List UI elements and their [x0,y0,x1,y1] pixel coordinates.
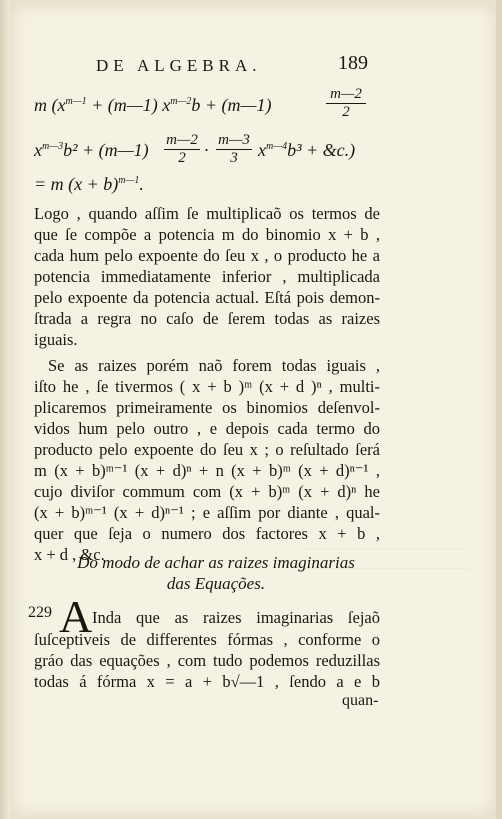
fraction-3: $\frac{m—3}{3}$ [216,132,252,167]
equation-line-2-end: $x^{m—4}b^3$ + &c.) [258,140,356,160]
running-title: DE ALGEBRA. [96,56,262,75]
paragraph-2-line-7: cujo diviſor commum com (x + b)ᵐ (x + d)ⁿ he [34,482,380,501]
paragraph-1-line-2: que ſe compõe a potencia m do binomio x + b , [34,225,380,244]
paragraph-2-line-3: plicaremos primeiramente os binomios deſenvol- [34,398,380,417]
equation-line-3: = m $(x + b)^{m—1}$. [34,174,144,194]
section-number: 229 [28,604,52,621]
paragraph-2-line-9: quer que ſeja o numero dos factores x + b , [34,524,380,543]
bleed-through: ————————————— [300,540,469,555]
paragraph-1-line-3: cada hum pelo expoente do ſeu x , o producto he a [34,246,380,265]
paragraph-3-line-3: gráo das equações , com tudo podemos reduzillas [34,651,380,670]
page-edge-right [496,0,502,819]
paragraph-3-line-1: Inda que as raizes imaginarias ſejaõ [92,608,380,627]
paragraph-2-line-8: (x + b)ᵐ⁻¹ (x + d)ⁿ⁻¹ ; e aſſim por diante , qual- [34,503,380,522]
paragraph-1-line-6: ſtrada a regra no caſo de ſerem todas as raizes [34,309,380,328]
fraction-2: $\frac{m—2}{2}$ [164,132,200,167]
page-edge-left [0,0,10,819]
paragraph-3-line-2: ſuſceptiveis de differentes fórmas , conforme o [34,630,380,649]
paragraph-3-line-4: todas á fórma x = a + b√—1 , ſendo a e b [34,672,380,691]
section-heading-line-1: Do modo de achar as raizes imaginarias [77,553,355,572]
fraction-1: $\frac{m—2}{2}$ [326,86,366,121]
drop-cap: A [59,591,93,642]
paragraph-1-line-4: potencia immediatamente inferior , multiplicada [34,267,380,286]
equation-line-2: $x^{m—3}b^2$ + (m—1) [34,140,149,160]
page-number: 189 [338,52,368,74]
paragraph-1-line-7: iguais. [34,330,78,349]
paragraph-2-line-4: vidos hum pelo outro , e depois cada termo do [34,419,380,438]
paragraph-2-line-10: x + d , &c. [34,545,105,564]
bleed-through: ————————————— [300,560,469,575]
section-heading-line-2: das Equações. [166,574,266,593]
equation-dot: · [204,140,209,160]
paragraph-1-line-1: Logo , quando aſſim ſe multiplicaõ os termos de [34,204,380,223]
equation-line-1: m ($x^{m—1}$ + (m—1) $x^{m—2}b$ + (m—1) [34,95,272,115]
catchword: quan- [342,692,379,709]
paragraph-2-line-1: Se as raizes porém naõ forem todas iguais , [48,356,380,375]
paragraph-1-line-5: pelo expoente da potencia actual. Eſtá pois demon- [34,288,380,307]
paragraph-2-line-6: m (x + b)ᵐ⁻¹ (x + d)ⁿ + n (x + b)ᵐ (x + d)ⁿ⁻¹ , [34,461,380,480]
paragraph-2-line-2: iſto he , ſe tivermos ( x + b )ᵐ (x + d )ⁿ , multi- [34,377,380,396]
paragraph-2-line-5: producto pelo expoente do ſeu x ; o reſultado ſerá [34,440,380,459]
